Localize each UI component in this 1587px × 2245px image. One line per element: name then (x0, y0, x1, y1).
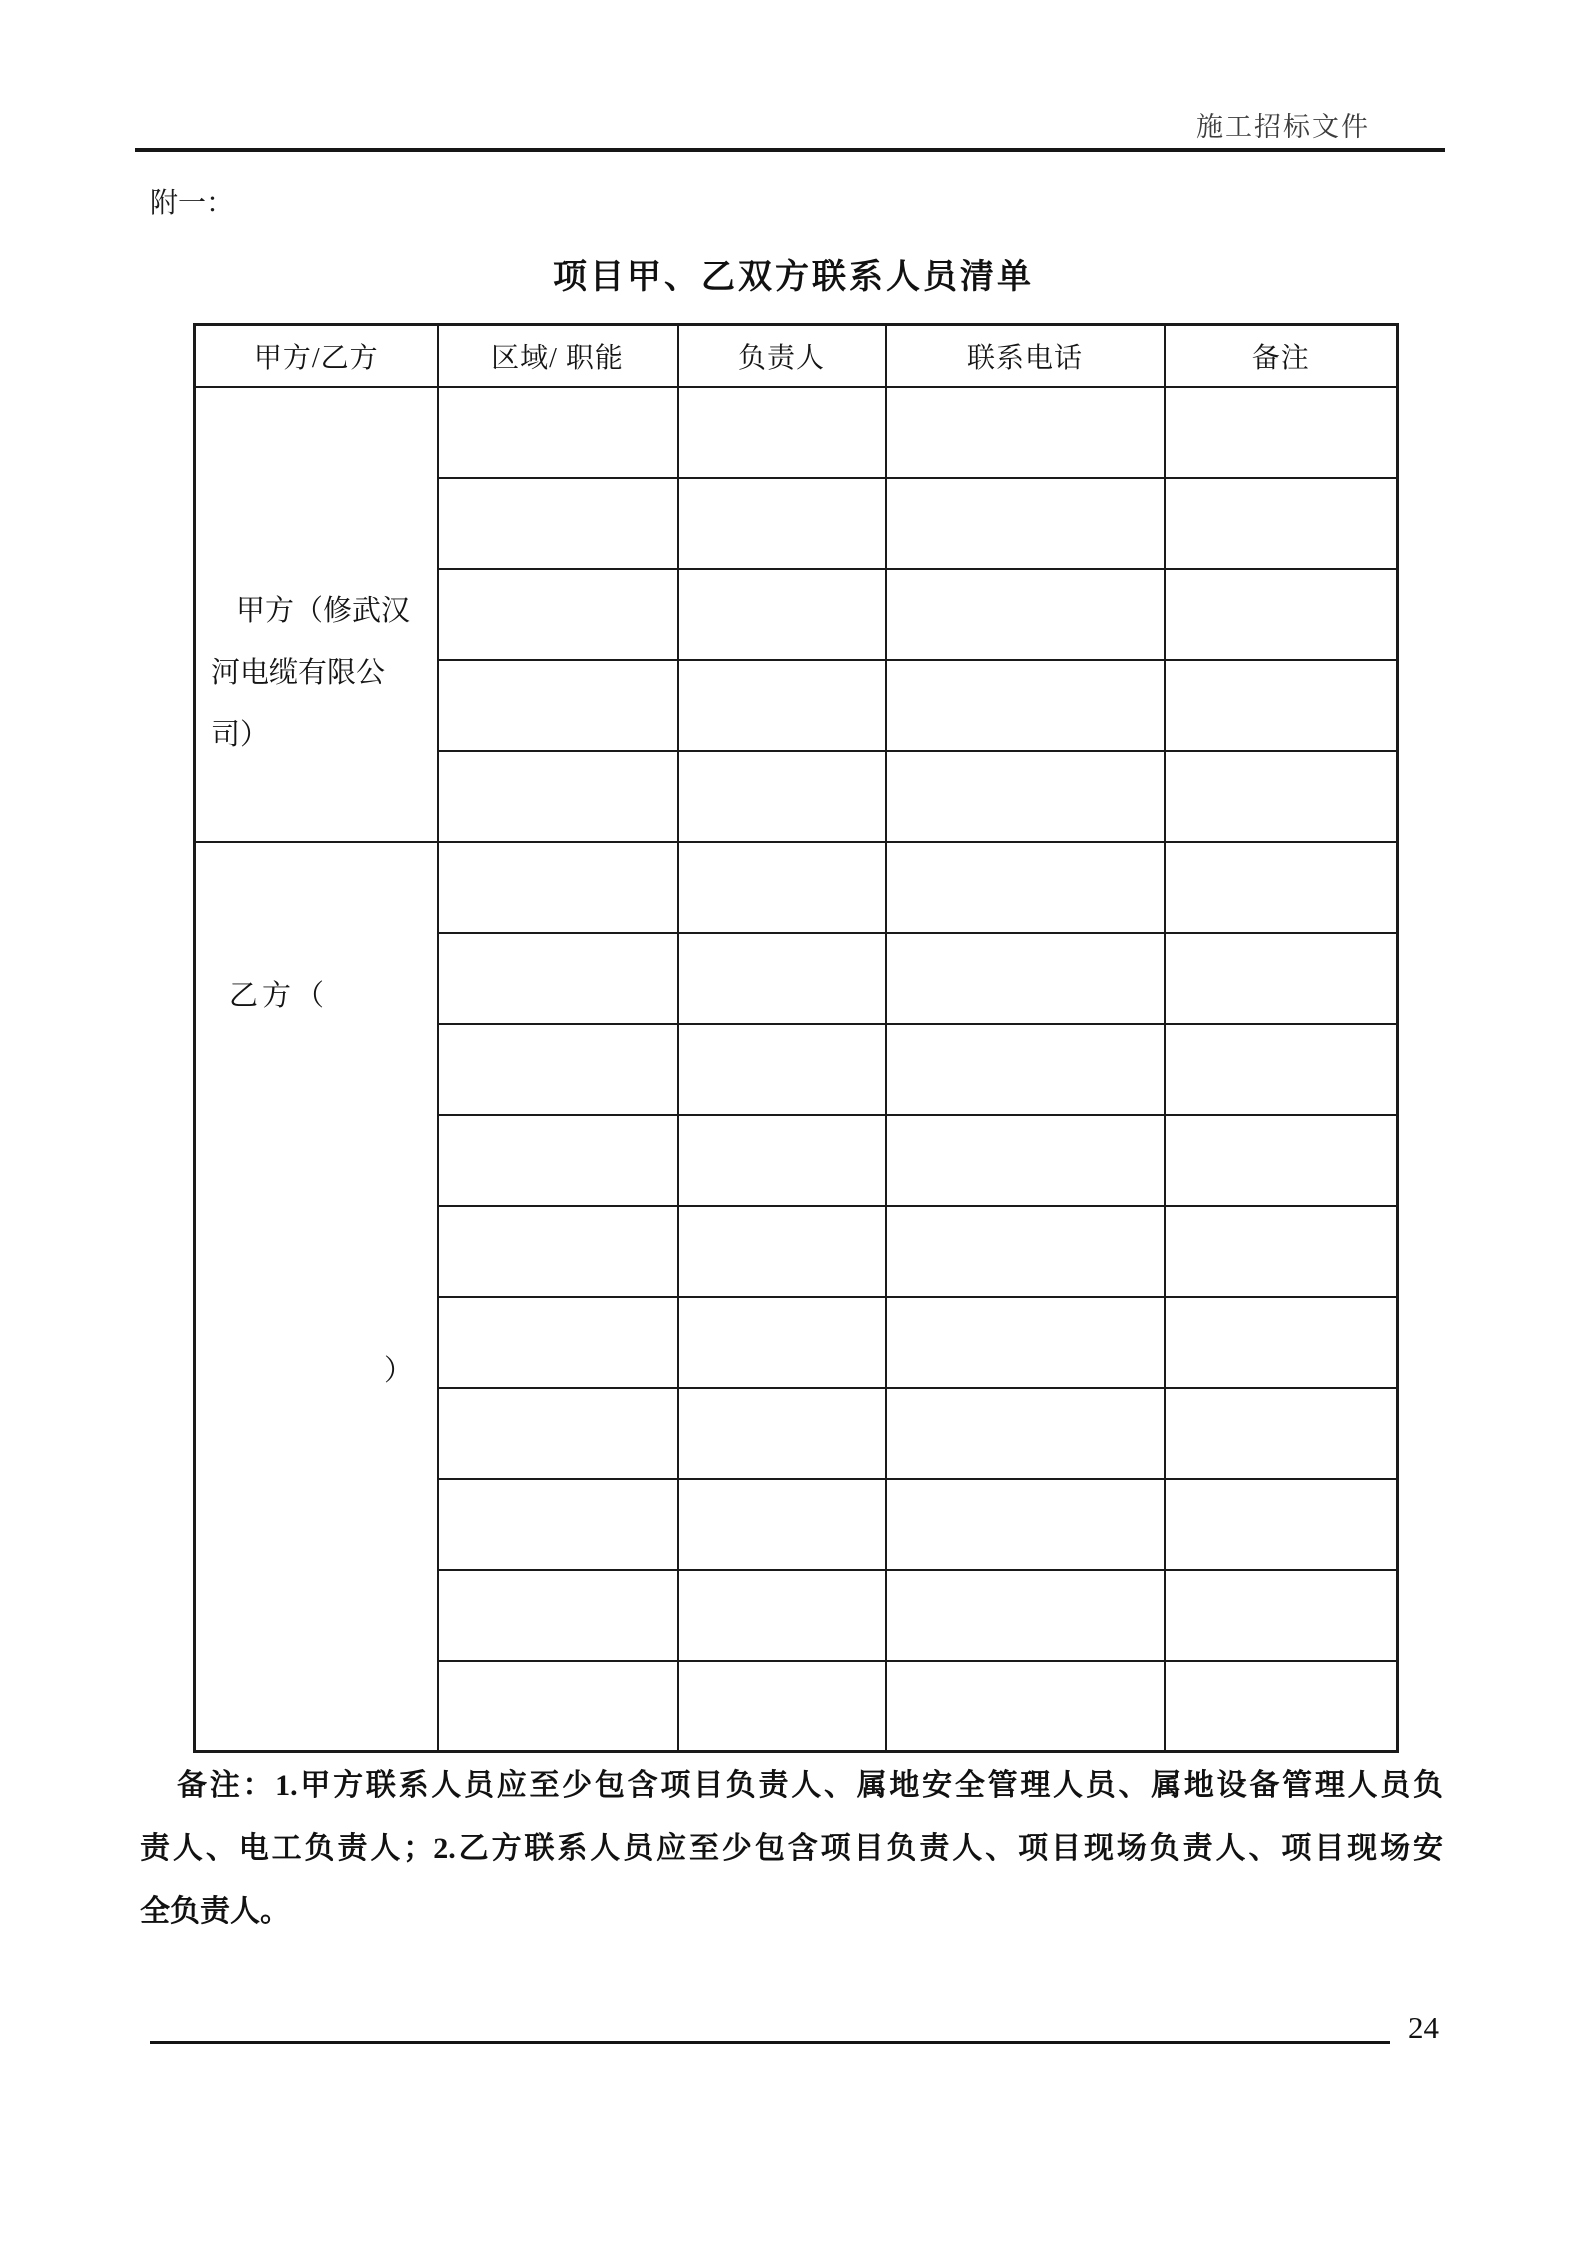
notes-line: 责人、电工负责人；2.乙方联系人员应至少包含项目负责人、项目现场负责人、项目现场安 (140, 1832, 1443, 1865)
table-cell (678, 751, 886, 842)
table-cell (1165, 387, 1398, 478)
table-cell (886, 933, 1165, 1024)
party-a-label-line: 河电缆有限公 (211, 656, 386, 689)
table-cell (886, 1297, 1165, 1388)
footer-rule (150, 2041, 1390, 2044)
table-cell (886, 1570, 1165, 1661)
table-cell (678, 660, 886, 751)
table-cell (678, 569, 886, 660)
table-cell (1165, 1479, 1398, 1570)
table-cell (1165, 1206, 1398, 1297)
table-cell (886, 1388, 1165, 1479)
table-cell (438, 1388, 678, 1479)
table-cell (438, 1206, 678, 1297)
table-cell (438, 933, 678, 1024)
col-header-phone: 联系电话 (886, 325, 1165, 387)
table-cell (678, 1115, 886, 1206)
table-header-row (195, 325, 1398, 387)
table-cell (1165, 933, 1398, 1024)
table-cell (678, 1206, 886, 1297)
table-cell (1165, 1661, 1398, 1752)
table-cell (886, 1479, 1165, 1570)
table-row (195, 842, 1398, 933)
table-cell (438, 842, 678, 933)
table-cell (1165, 1024, 1398, 1115)
table-cell (678, 1479, 886, 1570)
table-cell (438, 1115, 678, 1206)
table-cell (438, 1479, 678, 1570)
table-cell (1165, 660, 1398, 751)
table-cell (886, 751, 1165, 842)
notes-line: 全负责人。 (140, 1895, 290, 1928)
party-a-label-cell (195, 387, 438, 842)
running-header (1196, 113, 1370, 143)
header-rule (135, 148, 1445, 152)
table-cell (886, 569, 1165, 660)
table-cell (438, 1661, 678, 1752)
table-cell (678, 478, 886, 569)
table-cell (438, 660, 678, 751)
col-header-person-in-charge: 负责人 (678, 325, 886, 387)
table-cell (438, 569, 678, 660)
table-cell (678, 1024, 886, 1115)
table-cell (678, 1388, 886, 1479)
table-cell (678, 842, 886, 933)
table-cell (886, 1024, 1165, 1115)
doc-type-label: 施工招标文件 (1196, 112, 1370, 142)
table-cell (678, 387, 886, 478)
table-cell (438, 1570, 678, 1661)
table-cell (886, 1206, 1165, 1297)
table-cell (886, 660, 1165, 751)
col-header-region-function: 区域/ 职能 (438, 325, 678, 387)
notes (140, 1754, 1443, 1943)
table-row (195, 387, 1398, 478)
notes-line: 备注：1.甲方联系人员应至少包含项目负责人、属地安全管理人员、属地设备管理人员负 (177, 1769, 1443, 1802)
table-cell (886, 842, 1165, 933)
page-number: 24 (1408, 2010, 1439, 2045)
table-cell (438, 751, 678, 842)
attachment-label: 附一： (150, 188, 235, 219)
party-a-label-line: 甲方（修武汉 (236, 594, 411, 627)
party-b-label-cell (195, 842, 438, 1752)
table-cell (438, 387, 678, 478)
party-b-label-close: ） (384, 1354, 414, 1387)
table-cell (438, 478, 678, 569)
table-cell (1165, 569, 1398, 660)
table-cell (1165, 478, 1398, 569)
table-cell (1165, 1388, 1398, 1479)
contact-table (193, 323, 1399, 1753)
table-cell (438, 1297, 678, 1388)
table-cell (438, 1024, 678, 1115)
col-header-remark: 备注 (1165, 325, 1398, 387)
table-cell (886, 1115, 1165, 1206)
table-cell (886, 1661, 1165, 1752)
page-title: 项目甲、乙双方联系人员清单 (553, 259, 1034, 296)
table-cell (1165, 751, 1398, 842)
table-cell (678, 933, 886, 1024)
table-cell (1165, 1570, 1398, 1661)
table-cell (886, 478, 1165, 569)
party-b-label-open: 乙方（ (229, 979, 329, 1012)
table-cell (886, 387, 1165, 478)
party-a-label-line: 司） (211, 718, 270, 751)
table-cell (678, 1297, 886, 1388)
table-cell (1165, 1297, 1398, 1388)
table-cell (678, 1570, 886, 1661)
col-header-party: 甲方/乙方 (195, 325, 438, 387)
table-cell (1165, 1115, 1398, 1206)
table-cell (678, 1661, 886, 1752)
table-cell (1165, 842, 1398, 933)
